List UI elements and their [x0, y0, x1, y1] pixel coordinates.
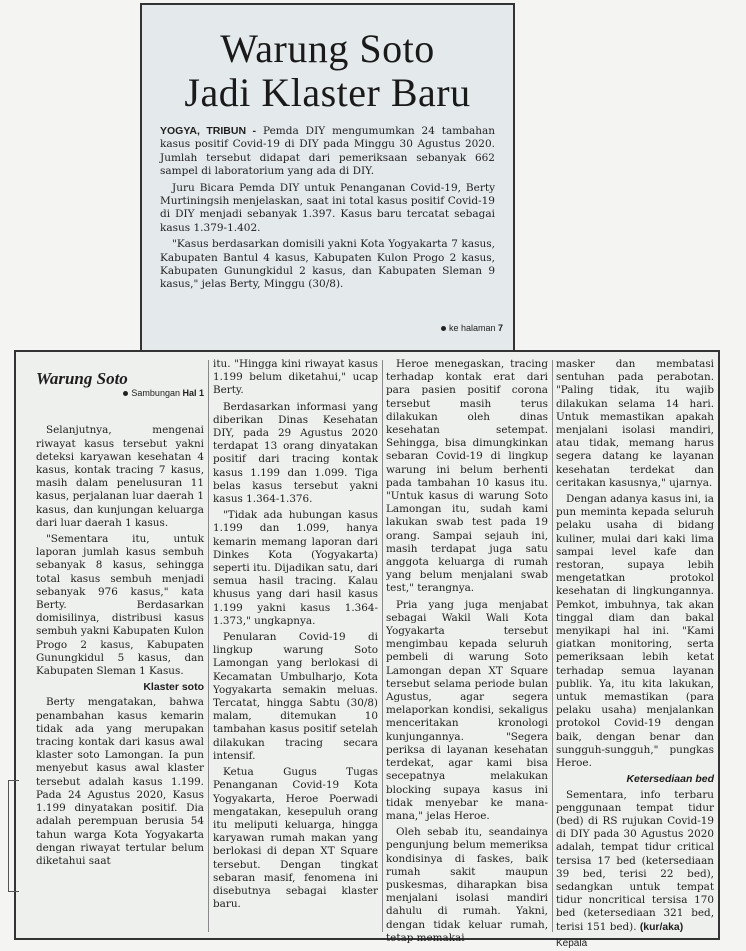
headline [160, 27, 495, 115]
paragraph: Oleh sebab itu, seandainya pengunjung belum memeriksa kondisinya di faskes, baik rumah sakit maupun puskesmas, diharapkan bisa menjalani isolasi mandiri dahulu di rumah. Yakni, dengan tidak keluar rumah, tetap memakai [386, 826, 548, 944]
paragraph: Penularan Covid-19 di lingkup warung Soto Lamongan yang berlokasi di Kecamatan Umbulharjo, Kota Yogyakarta semakin meluas. Tercatat, hingga Sabtu (30/8) malam, ditemukan 10 tambahan kasus positif setelah dilakukan tracing secara intensif. [213, 631, 378, 762]
column-divider [552, 360, 553, 932]
column-3 [386, 358, 548, 944]
paragraph: Selanjutnya, mengenai riwayat kasus tersebut yakni deteksi karyawan kesehatan 4 kasus, kontak tracing 7 kasus, masih dalam penelusuran 11 kasus, perjalanan luar daerah 1 kasus, dan kunjungan keluarga dari luar daerah 1 kasus. [36, 424, 204, 529]
jump-reference [441, 323, 503, 333]
dateline: YOGYA, TRIBUN - [160, 125, 257, 137]
column-divider [382, 360, 383, 932]
column-2 [213, 358, 378, 934]
headline-line-1: Warung Soto [220, 26, 435, 71]
paragraph-2: Juru Bicara Pemda DIY untuk Penanganan Covid-19, Berty Murtiningsih menjelaskan, saat ini total kasus positif Covid-19 di DIY menjadi sebanyak 1.397. Kasus baru tercatat sebagai kasus 1.379-1.402. [160, 181, 495, 234]
bullet-icon [123, 391, 128, 396]
front-page-clipping [140, 3, 515, 357]
jump-page: 7 [497, 323, 503, 333]
paragraph: masker dan membatasi sentuhan pada perabotan. "Paling tidak, itu wajib dilakukan selama 14 hari. Untuk memastikan apakah menjalani isolasi mandiri, atau tidak, memang harus segera datang ke layanan kesehatan terdekat dan ceritakan kasusnya," ujarnya. [556, 358, 714, 489]
paragraph: Pria yang juga menjabat sebagai Wakil Wali Kota Yogyakarta tersebut mengimbau kepada seluruh pembeli di warung Soto Lamongan depan XT Square tersebut selama periode bulan Agustus, agar segera melaporkan kondisi, sekaligus menceritakan kronologi kunjungannya. "Segera periksa di layanan kesehatan terdekat, agar kami bisa secepatnya melakukan blocking supaya kasus ini tidak menyebar ke mana-mana," jelas Heroe. [386, 598, 548, 822]
bullet-icon [441, 326, 446, 331]
paragraph: Ketua Gugus Tugas Penanganan Covid-19 Kota Yogyakarta, Heroe Poerwadi mengatakan, kesepuluh orang itu meliputi keluarga, hingga karyawan rumah makan yang berlokasi di depan XT Square tersebut. Dengan tingkat sebaran masif, fenomena ini disebutnya sebagai klaster baru. [213, 766, 378, 911]
paragraph: Berty mengatakan, bahwa penambahan kasus kemarin tidak ada yang merupakan tracing kontak dari kasus awal klaster soto Lamongan. Ia pun menyebut kasus awal klaster tersebut adalah kasus 1.199. Pada 24 Agustus 2020, Kasus 1.199 dinyatakan positif. Dia adalah perempuan berusia 54 tahun warga Kota Yogyakarta dengan riwayat tertular belum diketahui saat [36, 696, 204, 867]
column-4 [556, 358, 714, 934]
lead-text: Pemda DIY mengumumkan 24 tambahan kasus positif Covid-19 di DIY pada Minggu 30 Agustus 2020. Jumlah tersebut didapat dari pemeriksaan sebanyak 662 sampel di laboratorium yang ada di DIY. [160, 125, 496, 178]
kicker-title: Warung Soto [36, 369, 128, 388]
margin-bracket [8, 780, 19, 892]
byline: (kur/aka) [639, 921, 684, 933]
jump-text: ke halaman [448, 323, 496, 333]
column-divider [208, 360, 209, 932]
lead-paragraph [160, 125, 495, 179]
continued-from [36, 387, 204, 400]
paragraph: "Sementara itu, untuk laporan jumlah kasus sembuh sebanyak 8 kasus, sehingga total kasus sembuh menjadi sebanyak 976 kasus," kata Berty. Berdasarkan domisilinya, distribusi kasus sembuh yakni Kabupaten Kulon Progo 2 kasus, Kabupaten Gunungkidul 5 kasus, dan Kabupaten Sleman 1 Kasus. [36, 533, 204, 678]
paragraph: itu. "Hingga kini riwayat kasus 1.199 belum diketahui," ucap Berty. [213, 358, 378, 397]
headline-line-2: Jadi Klaster Baru [184, 70, 471, 115]
paragraph-3: "Kasus berdasarkan domisili yakni Kota Yogyakarta 7 kasus, Kabupaten Bantul 4 kasus, Kabupaten Kulon Progo 2 kasus, Kabupaten Gunungkidul 2 kasus, dan Kabupaten Sleman 9 kasus," jelas Berty, Minggu (30/8). [160, 238, 495, 291]
below-caption: Kepala [556, 938, 588, 949]
sambungan-text: Sambungan [131, 388, 180, 399]
paragraph: Heroe menegaskan, tracing terhadap kontak erat dari para pasien positif corona tersebut masih terus dilakukan oleh dinas kesehatan setempat. Sehingga, bisa dimungkinkan sebaran Covid-19 di lingkup warung ini belum berhenti pada tambahan 10 kasus itu. "Untuk kasus di warung Soto Lamongan itu, sudah kami lakukan swab test pada 19 orang. Sampai sejauh ini, masih terdapat juga satu anggota keluarga di rumah yang belum menjalani swab test," terangnya. [386, 358, 548, 595]
column-1 [36, 358, 204, 934]
paragraph: Dengan adanya kasus ini, ia pun meminta kepada seluruh pelaku usaha di bidang kuliner, mulai dari kaki lima sampai level kafe dan restoran, supaya lebih mengetatkan protokol kesehatan di lingkungannya. Pemkot, imbuhnya, tak akan tinggal diam dan bakal menyikapi hal ini. "Kami giatkan monitoring, serta pemeriksaan lebih ketat terhadap semua layanan publik. Ya, itu kita lakukan, untuk memastikan (para pelaku usaha) menjalankan protokol Covid-19 dengan baik, dengan benar dan sungguh-sungguh," pungkas Heroe. [556, 493, 714, 770]
sambungan-page: Hal 1 [182, 388, 204, 399]
subhead-klaster-soto: Klaster soto [143, 681, 204, 694]
subhead-ketersediaan-bed: Ketersediaan bed [626, 773, 714, 786]
paragraph: Berdasarkan informasi yang diberikan Dinas Kesehatan DIY, pada 29 Agustus 2020 terdapat 13 orang dinyatakan positif dari tracing kontak kasus 1.199 dan 1.099. Tiga belas kasus tersebut yakni kasus 1.364-1.376. [213, 400, 378, 506]
paragraph: "Tidak ada hubungan kasus 1.199 dan 1.099, hanya kemarin memang laporan dari Dinkes Kota (Yogyakarta) seperti itu. Dijadikan satu, dari semua hasil tracing. Kalau khusus yang dari hasil kasus 1.199 yakni kasus 1.364-1.373," ungkapnya. [213, 509, 378, 627]
paragraph [556, 789, 714, 934]
paragraph-text: Sementara, info terbaru penggunaan tempat tidur (bed) di RS rujukan Covid-19 di DIY pada 30 Agustus 2020 adalah, tempat tidur critical tersisa 17 bed (ketersediaan 39 bed, terisi 22 bed), sedangkan untuk tempat tidur noncritical tersisa 170 bed (ketersediaan 321 bed, terisi 151 bed). [556, 788, 714, 933]
